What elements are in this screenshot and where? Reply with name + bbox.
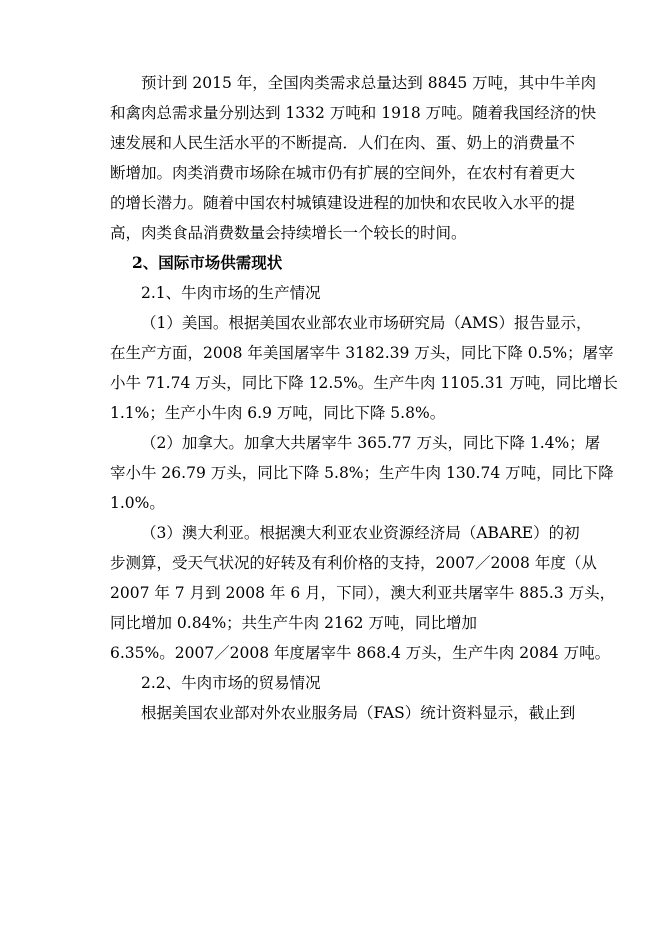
- paragraph-canada-line-1: （2）加拿大。加拿大共屠宰牛 365.77 万头，同比下降 1.4%；屠: [141, 434, 601, 452]
- paragraph-canada-line-3: 1.0%。: [110, 494, 165, 512]
- paragraph-australia-line-4: 同比增加 0.84%；共生产牛肉 2162 万吨，同比增加: [110, 614, 477, 632]
- paragraph-1-line-1: 预计到 2015 年，全国肉类需求总量达到 8845 万吨，其中牛羊肉: [141, 74, 597, 92]
- section-heading-international-market: 2、国际市场供需现状: [132, 253, 283, 272]
- subsection-heading-beef-trade: 2.2、牛肉市场的贸易情况: [141, 674, 321, 692]
- paragraph-australia-line-1: （3）澳大利亚。根据澳大利亚农业资源经济局（ABARE）的初: [141, 524, 580, 542]
- paragraph-1-line-6: 高，肉类食品消费数量会持续增长一个较长的时间。: [110, 224, 467, 242]
- paragraph-australia-line-2: 步测算，受天气状况的好转及有利价格的支持，2007／2008 年度（从: [110, 554, 597, 572]
- paragraph-trade-line-1: 根据美国农业部对外农业服务局（FAS）统计资料显示，截止到: [141, 704, 576, 722]
- paragraph-canada-line-2: 宰小牛 26.79 万头，同比下降 5.8%；生产牛肉 130.74 万吨，同比下降: [110, 464, 614, 482]
- subsection-heading-beef-production: 2.1、牛肉市场的生产情况: [141, 284, 321, 302]
- paragraph-1-line-3: 速发展和人民生活水平的不断提高．人们在肉、蛋、奶上的消费量不: [110, 134, 576, 152]
- paragraph-1-line-4: 断增加。肉类消费市场除在城市仍有扩展的空间外，在农村有着更大: [110, 164, 576, 182]
- paragraph-1-line-2: 和禽肉总需求量分别达到 1332 万吨和 1918 万吨。随着我国经济的快: [110, 104, 597, 122]
- paragraph-australia-line-5: 6.35%。2007／2008 年度屠宰牛 868.4 万头，生产牛肉 2084 万吨。: [110, 644, 611, 662]
- paragraph-1-line-5: 的增长潜力。随着中国农村城镇建设进程的加快和农民收入水平的提: [110, 194, 576, 212]
- paragraph-usa-line-4: 1.1%；生产小牛肉 6.9 万吨，同比下降 5.8%。: [110, 404, 446, 422]
- paragraph-usa-line-2: 在生产方面，2008 年美国屠宰牛 3182.39 万头，同比下降 0.5%；屠宰: [110, 344, 614, 362]
- paragraph-australia-line-3: 2007 年 7 月到 2008 年 6 月，下同），澳大利亚共屠宰牛 885.3 万头，: [110, 584, 616, 602]
- paragraph-usa-line-1: （1）美国。根据美国农业部农业市场研究局（AMS）报告显示，: [141, 314, 592, 332]
- paragraph-usa-line-3: 小牛 71.74 万头，同比下降 12.5%。生产牛肉 1105.31 万吨，同比增长: [110, 374, 618, 392]
